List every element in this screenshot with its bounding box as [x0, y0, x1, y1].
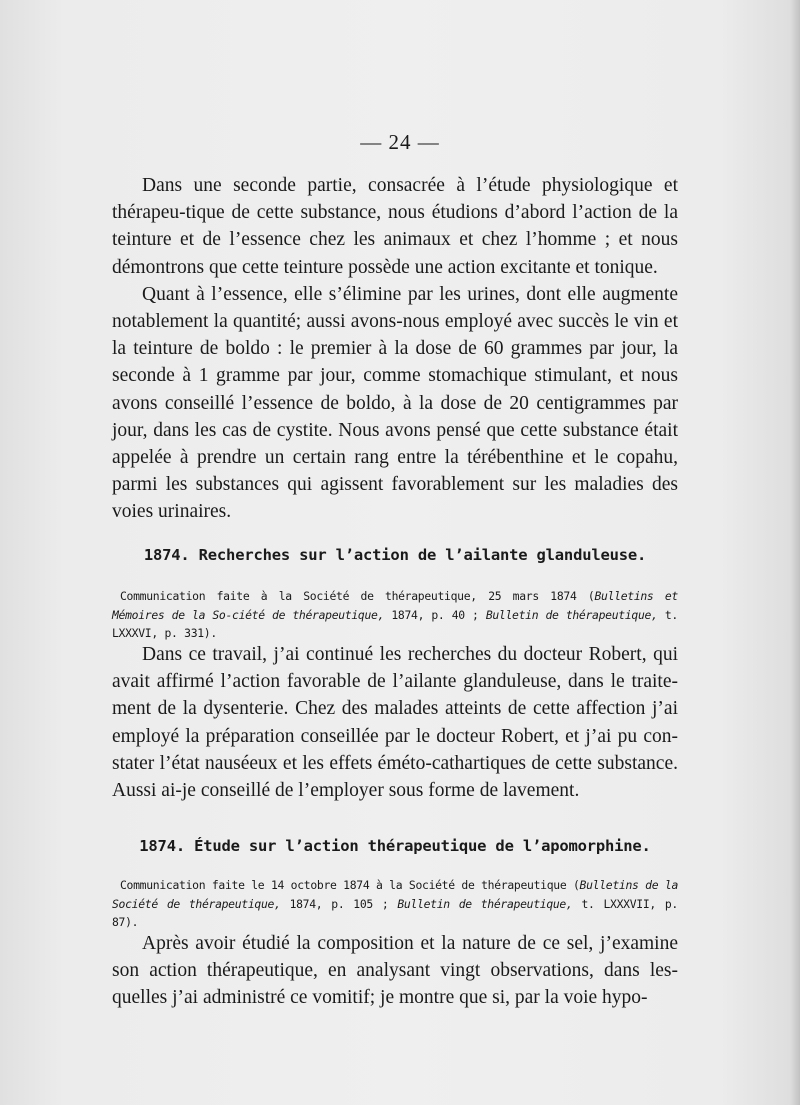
intro-paragraph-2: Quant à l’essence, elle s’élimine par les urines, dont elle augmente notablement la quantité; aussi avons-nous employé avec succès le vin et la teinture de boldo : le premier à la dose de 60 grammes par jour, la seconde à 1 gramme par jour, comme stomachique stimulant, et nous avons conseillé l’essence de boldo, à la dose de 20 centigrammes par jour, dans les cas de cystite. Nous avons pensé que cette substance était appelée à prendre un certain rang entre la térébenthine et le copahu, parmi les substances qui agissent favorablement sur les maladies des voies urinaires. [112, 283, 678, 523]
ref-journal-title: Bulletins et Mémoires de la So-ciété de thérapeutique, [112, 589, 678, 622]
ref-text: Communication faite le 14 octobre 1874 à la Société de thérapeutique ( [120, 878, 580, 892]
ref-journal-title: Bulletin de thérapeutique, [397, 896, 573, 911]
ref-journal-title: Bulletins de la Société de thérapeutique, [112, 878, 679, 911]
page-edge-shadow [790, 0, 800, 1105]
ref-text: 1874, p. 105 ; [280, 896, 398, 911]
ref-journal-title: Bulletin de thérapeutique, [485, 607, 658, 622]
intro-paragraph-1: Dans une seconde partie, consacrée à l’étude physiologique et thérapeu-tique de cette substance, nous étudions d’abord l’action de la teinture et de l’essence chez les animaux et chez l’homme ; et nous démontrons que cette teinture possède une action excitante et tonique. [112, 175, 678, 278]
section-reference-apomorphine [112, 876, 678, 932]
section-body-ailante: Dans ce travail, j’ai continué les recherches du docteur Robert, qui avait affirmé l’action favorable de l’ailante glanduleuse, dans le traite-ment de la dysenterie. Chez des malades atteints de cette affection j’ai employé la préparation conseillée par le docteur Robert, et j’ai pu con-stater l’état nauséeux et les effets éméto-cathartiques de cette substance. Aussi ai-je conseillé de l’employer sous forme de lavement. [112, 644, 678, 802]
section-body-apomorphine: Après avoir étudié la composition et la nature de ce sel, j’examine son action thérapeutique, en analysant vingt observations, dans les-quelles j’ai administré ce vomitif; je montre que si, par la voie hypo- [112, 933, 678, 1009]
ref-text: Communication faite à la Société de thérapeutique, 25 mars 1874 ( [120, 589, 595, 603]
section-reference-ailante [112, 587, 678, 643]
section-body-apomorphine-wrap [112, 930, 678, 1012]
ref-text: t. LXXXVII, p. 87). [112, 896, 678, 929]
page-number: — 24 — [360, 130, 440, 154]
section-body-ailante-wrap [112, 641, 678, 804]
ref-text: t. LXXXVI, p. 331). [112, 607, 678, 640]
section-heading-ailante: 1874. Recherches sur l’action de l’ailante glanduleuse. [143, 546, 647, 564]
section-heading-apomorphine: 1874. Étude sur l’action thérapeutique de l’apomorphine. [139, 837, 651, 855]
intro-text [112, 172, 678, 526]
ref-text: 1874, p. 40 ; [384, 607, 486, 622]
